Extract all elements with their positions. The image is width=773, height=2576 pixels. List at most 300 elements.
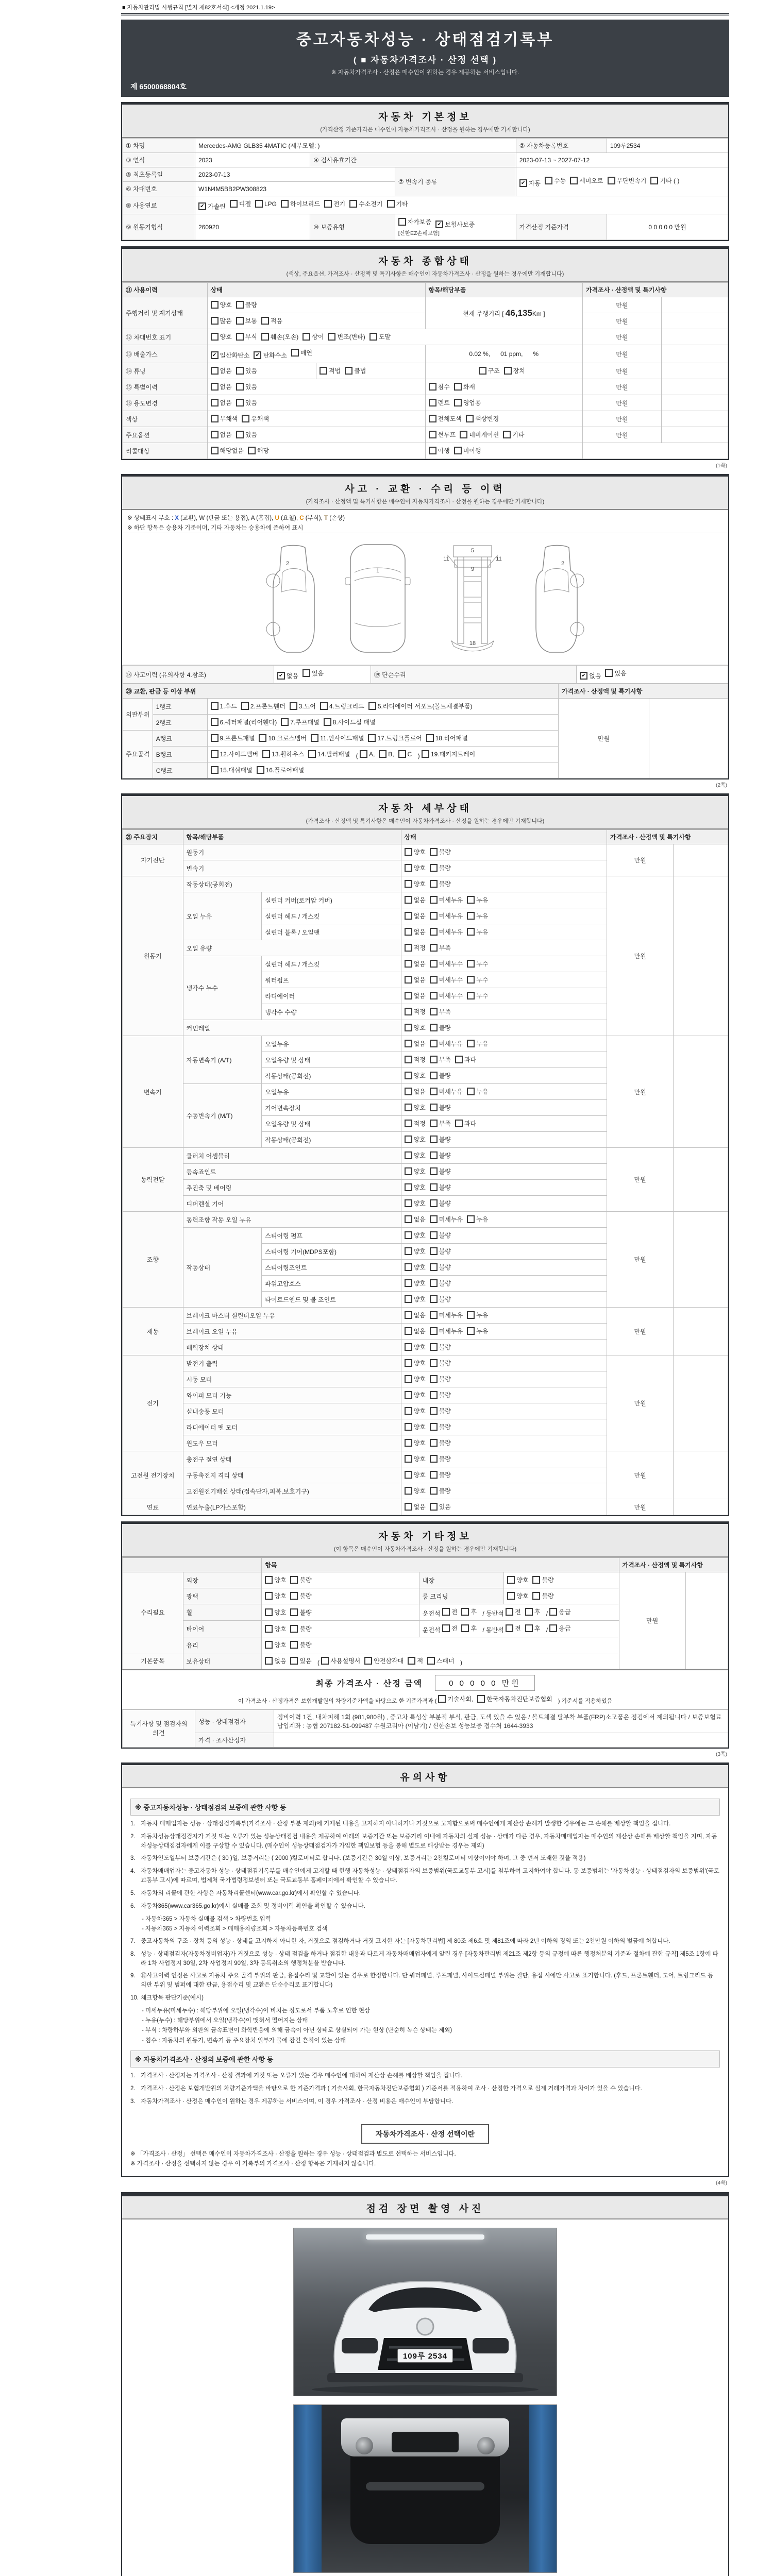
checkbox-empty-icon[interactable] xyxy=(549,1624,557,1632)
checkbox[interactable] xyxy=(405,959,426,968)
checkbox-empty-icon[interactable] xyxy=(405,1120,412,1127)
checkbox[interactable] xyxy=(467,911,488,920)
checkbox-empty-icon[interactable] xyxy=(545,177,552,184)
checkbox-empty-icon[interactable] xyxy=(405,1391,412,1399)
checkbox[interactable] xyxy=(405,1263,426,1272)
checkbox[interactable] xyxy=(405,1470,426,1479)
checkbox-empty-icon[interactable] xyxy=(211,399,219,406)
checkbox[interactable] xyxy=(405,991,426,1000)
checkbox-empty-icon[interactable] xyxy=(405,1136,412,1143)
checkbox-empty-icon[interactable] xyxy=(467,1327,475,1335)
checkbox-empty-icon[interactable] xyxy=(405,1455,412,1463)
checkbox[interactable] xyxy=(379,750,394,758)
checkbox-checked-icon[interactable]: ✔ xyxy=(211,351,219,359)
checkbox[interactable] xyxy=(211,718,277,726)
checkbox[interactable] xyxy=(211,316,232,325)
checkbox-empty-icon[interactable] xyxy=(507,1576,515,1584)
checkbox-empty-icon[interactable] xyxy=(405,1072,412,1079)
checkbox-empty-icon[interactable] xyxy=(290,1608,298,1616)
checkbox[interactable] xyxy=(236,382,257,391)
checkbox[interactable] xyxy=(281,199,320,208)
checkbox-empty-icon[interactable] xyxy=(265,1657,273,1665)
checkbox[interactable] xyxy=(405,1215,426,1224)
checkbox-empty-icon[interactable] xyxy=(290,702,297,710)
checkbox[interactable] xyxy=(324,199,345,208)
checkbox[interactable] xyxy=(430,1263,451,1272)
checkbox[interactable] xyxy=(430,1375,451,1383)
checkbox[interactable] xyxy=(430,1422,451,1431)
checkbox[interactable] xyxy=(430,1406,451,1415)
checkbox[interactable] xyxy=(405,1023,426,1032)
checkbox-empty-icon[interactable] xyxy=(405,976,412,984)
checkbox-empty-icon[interactable] xyxy=(236,301,244,309)
checkbox[interactable] xyxy=(430,927,463,936)
checkbox[interactable] xyxy=(430,1502,451,1511)
checkbox[interactable] xyxy=(290,702,316,710)
checkbox-empty-icon[interactable] xyxy=(290,1576,298,1584)
checkbox[interactable] xyxy=(430,1183,451,1192)
checkbox-empty-icon[interactable] xyxy=(387,200,395,208)
checkbox-empty-icon[interactable] xyxy=(255,200,263,208)
checkbox-empty-icon[interactable] xyxy=(430,1391,438,1399)
checkbox-checked-icon[interactable]: ✔ xyxy=(519,179,527,187)
checkbox-empty-icon[interactable] xyxy=(265,1641,273,1649)
checkbox[interactable] xyxy=(405,1502,426,1511)
checkbox[interactable] xyxy=(429,446,450,455)
checkbox[interactable] xyxy=(405,1311,426,1319)
checkbox[interactable] xyxy=(405,1087,426,1096)
checkbox[interactable] xyxy=(430,1343,451,1351)
checkbox-empty-icon[interactable] xyxy=(290,1641,298,1649)
checkbox-empty-icon[interactable] xyxy=(427,1657,435,1665)
checkbox[interactable] xyxy=(290,1591,311,1600)
checkbox[interactable] xyxy=(259,734,307,742)
checkbox[interactable] xyxy=(467,1087,488,1096)
checkbox[interactable] xyxy=(430,1135,451,1144)
checkbox[interactable] xyxy=(532,1591,553,1600)
checkbox[interactable] xyxy=(236,398,257,407)
checkbox-empty-icon[interactable] xyxy=(281,718,289,726)
checkbox-empty-icon[interactable] xyxy=(308,750,316,758)
checkbox-empty-icon[interactable] xyxy=(429,383,436,391)
checkbox[interactable] xyxy=(430,1119,451,1128)
checkbox-empty-icon[interactable] xyxy=(345,367,352,375)
checkbox-empty-icon[interactable] xyxy=(405,1279,412,1287)
checkbox[interactable] xyxy=(570,176,603,185)
checkbox-empty-icon[interactable] xyxy=(430,912,438,920)
checkbox-empty-icon[interactable] xyxy=(236,431,244,438)
checkbox-empty-icon[interactable] xyxy=(430,1120,438,1127)
checkbox-empty-icon[interactable] xyxy=(211,415,219,422)
checkbox-empty-icon[interactable] xyxy=(430,1183,438,1191)
checkbox-empty-icon[interactable] xyxy=(430,1423,438,1431)
checkbox-empty-icon[interactable] xyxy=(429,399,436,406)
checkbox[interactable] xyxy=(467,959,488,968)
checkbox-empty-icon[interactable] xyxy=(321,1657,329,1665)
checkbox-empty-icon[interactable] xyxy=(405,1247,412,1255)
checkbox-empty-icon[interactable] xyxy=(506,1624,513,1632)
checkbox[interactable] xyxy=(532,1575,553,1584)
checkbox[interactable] xyxy=(405,1279,426,1287)
checkbox-empty-icon[interactable] xyxy=(405,912,412,920)
checkbox-empty-icon[interactable] xyxy=(405,1359,412,1367)
checkbox-empty-icon[interactable] xyxy=(605,669,613,677)
checkbox-empty-icon[interactable] xyxy=(442,1624,450,1632)
checkbox-empty-icon[interactable] xyxy=(405,1423,412,1431)
checkbox-empty-icon[interactable] xyxy=(429,415,436,422)
checkbox[interactable] xyxy=(257,766,305,774)
checkbox-empty-icon[interactable] xyxy=(405,1104,412,1111)
checkbox-empty-icon[interactable] xyxy=(430,1151,438,1159)
checkbox-empty-icon[interactable] xyxy=(405,1295,412,1303)
checkbox-empty-icon[interactable] xyxy=(549,1608,557,1616)
checkbox-empty-icon[interactable] xyxy=(211,447,219,454)
checkbox-empty-icon[interactable] xyxy=(430,1199,438,1207)
checkbox[interactable] xyxy=(430,863,451,872)
checkbox-empty-icon[interactable] xyxy=(430,1263,438,1271)
checkbox[interactable] xyxy=(349,199,382,208)
checkbox-empty-icon[interactable] xyxy=(430,1407,438,1415)
checkbox-empty-icon[interactable] xyxy=(506,1608,513,1616)
checkbox-empty-icon[interactable] xyxy=(405,1024,412,1031)
checkbox-empty-icon[interactable] xyxy=(466,415,474,422)
checkbox[interactable] xyxy=(311,734,364,742)
checkbox-empty-icon[interactable] xyxy=(405,1487,412,1495)
checkbox-empty-icon[interactable] xyxy=(405,1151,412,1159)
checkbox[interactable] xyxy=(430,1007,451,1016)
checkbox[interactable] xyxy=(430,1295,451,1303)
checkbox-empty-icon[interactable] xyxy=(405,1311,412,1319)
checkbox-empty-icon[interactable] xyxy=(257,766,264,774)
checkbox[interactable] xyxy=(398,217,431,226)
checkbox[interactable] xyxy=(430,1071,451,1080)
checkbox[interactable] xyxy=(236,332,257,341)
checkbox[interactable] xyxy=(507,1591,528,1600)
checkbox-empty-icon[interactable] xyxy=(236,383,244,391)
checkbox[interactable] xyxy=(430,895,463,904)
checkbox[interactable] xyxy=(430,1103,451,1112)
checkbox[interactable] xyxy=(265,1591,286,1600)
checkbox[interactable] xyxy=(405,895,426,904)
checkbox-empty-icon[interactable] xyxy=(650,177,658,184)
checkbox[interactable] xyxy=(303,332,324,341)
checkbox[interactable] xyxy=(426,734,468,742)
checkbox-empty-icon[interactable] xyxy=(430,1439,438,1447)
checkbox-empty-icon[interactable] xyxy=(405,928,412,936)
checkbox[interactable] xyxy=(427,1656,455,1665)
checkbox-empty-icon[interactable] xyxy=(461,1608,469,1616)
checkbox-empty-icon[interactable] xyxy=(291,349,299,357)
checkbox[interactable] xyxy=(506,1607,521,1616)
checkbox[interactable] xyxy=(430,1470,451,1479)
checkbox[interactable] xyxy=(430,879,451,888)
checkbox[interactable] xyxy=(429,414,462,423)
checkbox[interactable] xyxy=(580,671,601,680)
checkbox[interactable] xyxy=(405,1454,426,1463)
checkbox-empty-icon[interactable] xyxy=(281,200,289,208)
checkbox[interactable] xyxy=(405,1183,426,1192)
checkbox[interactable] xyxy=(504,366,525,375)
checkbox[interactable] xyxy=(479,366,500,375)
checkbox[interactable] xyxy=(236,316,257,325)
checkbox-checked-icon[interactable]: ✔ xyxy=(198,202,206,210)
checkbox-empty-icon[interactable] xyxy=(467,992,475,999)
checkbox[interactable] xyxy=(281,718,319,726)
checkbox-empty-icon[interactable] xyxy=(430,896,438,904)
checkbox[interactable] xyxy=(430,1438,451,1447)
checkbox-empty-icon[interactable] xyxy=(405,944,412,952)
checkbox[interactable] xyxy=(430,1231,451,1240)
checkbox[interactable] xyxy=(430,943,451,952)
checkbox-empty-icon[interactable] xyxy=(230,200,238,208)
checkbox-empty-icon[interactable] xyxy=(369,333,377,341)
checkbox[interactable] xyxy=(290,1656,311,1665)
checkbox[interactable] xyxy=(321,1656,360,1665)
checkbox-empty-icon[interactable] xyxy=(608,177,615,184)
checkbox[interactable] xyxy=(236,300,257,309)
checkbox-empty-icon[interactable] xyxy=(211,317,219,325)
checkbox[interactable] xyxy=(398,750,412,758)
checkbox-empty-icon[interactable] xyxy=(460,431,467,438)
checkbox-empty-icon[interactable] xyxy=(236,399,244,406)
checkbox-empty-icon[interactable] xyxy=(430,1215,438,1223)
checkbox[interactable] xyxy=(364,1656,404,1665)
checkbox[interactable] xyxy=(405,848,426,856)
checkbox-empty-icon[interactable] xyxy=(430,1503,438,1511)
checkbox[interactable] xyxy=(369,332,391,341)
checkbox-empty-icon[interactable] xyxy=(454,383,462,391)
checkbox-empty-icon[interactable] xyxy=(430,1040,438,1047)
checkbox[interactable] xyxy=(455,1119,476,1128)
checkbox-empty-icon[interactable] xyxy=(211,431,219,438)
checkbox[interactable] xyxy=(430,1215,463,1224)
checkbox-empty-icon[interactable] xyxy=(430,1311,438,1319)
checkbox[interactable] xyxy=(211,446,244,455)
checkbox-empty-icon[interactable] xyxy=(324,200,332,208)
checkbox-empty-icon[interactable] xyxy=(405,1183,412,1191)
checkbox-empty-icon[interactable] xyxy=(430,1487,438,1495)
checkbox[interactable] xyxy=(290,1624,311,1633)
checkbox[interactable] xyxy=(405,1167,426,1176)
checkbox[interactable] xyxy=(360,750,375,758)
checkbox-empty-icon[interactable] xyxy=(261,333,269,341)
checkbox[interactable] xyxy=(248,446,269,455)
checkbox-empty-icon[interactable] xyxy=(405,880,412,888)
checkbox-empty-icon[interactable] xyxy=(532,1592,540,1600)
checkbox-empty-icon[interactable] xyxy=(236,333,244,341)
checkbox-empty-icon[interactable] xyxy=(430,1056,438,1063)
checkbox-empty-icon[interactable] xyxy=(467,1311,475,1319)
checkbox[interactable] xyxy=(211,414,238,423)
checkbox[interactable] xyxy=(211,430,232,439)
checkbox[interactable] xyxy=(211,766,253,774)
checkbox-empty-icon[interactable] xyxy=(303,333,310,341)
checkbox-empty-icon[interactable] xyxy=(265,1625,273,1633)
checkbox-empty-icon[interactable] xyxy=(398,750,406,758)
checkbox[interactable] xyxy=(405,879,426,888)
checkbox[interactable] xyxy=(320,702,364,710)
checkbox-empty-icon[interactable] xyxy=(324,718,331,726)
checkbox[interactable] xyxy=(405,1247,426,1256)
checkbox[interactable] xyxy=(430,1199,451,1208)
checkbox-empty-icon[interactable] xyxy=(259,734,266,742)
checkbox[interactable] xyxy=(442,1607,458,1616)
checkbox-empty-icon[interactable] xyxy=(405,960,412,968)
checkbox-empty-icon[interactable] xyxy=(405,1503,412,1511)
checkbox-empty-icon[interactable] xyxy=(525,1624,533,1632)
checkbox-empty-icon[interactable] xyxy=(211,750,219,758)
checkbox-empty-icon[interactable] xyxy=(430,1471,438,1479)
checkbox[interactable] xyxy=(507,1575,528,1584)
checkbox-empty-icon[interactable] xyxy=(430,1024,438,1031)
checkbox[interactable] xyxy=(405,911,426,920)
checkbox[interactable] xyxy=(405,1135,426,1144)
checkbox[interactable] xyxy=(454,382,475,391)
checkbox-empty-icon[interactable] xyxy=(211,766,219,774)
checkbox-empty-icon[interactable] xyxy=(211,718,219,726)
checkbox-empty-icon[interactable] xyxy=(430,960,438,968)
checkbox[interactable] xyxy=(519,179,541,188)
checkbox[interactable] xyxy=(525,1624,541,1633)
checkbox-checked-icon[interactable]: ✔ xyxy=(254,351,261,359)
checkbox[interactable] xyxy=(442,1624,458,1633)
checkbox-empty-icon[interactable] xyxy=(467,896,475,904)
checkbox[interactable] xyxy=(430,1486,451,1495)
checkbox[interactable] xyxy=(525,1607,541,1616)
checkbox-empty-icon[interactable] xyxy=(290,1592,298,1600)
checkbox-empty-icon[interactable] xyxy=(405,1231,412,1239)
checkbox[interactable] xyxy=(387,199,408,208)
checkbox-empty-icon[interactable] xyxy=(430,1279,438,1287)
checkbox[interactable] xyxy=(277,671,298,680)
checkbox[interactable] xyxy=(211,382,232,391)
checkbox[interactable] xyxy=(405,975,426,984)
checkbox-empty-icon[interactable] xyxy=(211,367,219,375)
checkbox-empty-icon[interactable] xyxy=(430,1295,438,1303)
checkbox[interactable] xyxy=(430,1151,451,1160)
checkbox[interactable] xyxy=(467,975,488,984)
checkbox-empty-icon[interactable] xyxy=(405,1056,412,1063)
checkbox-empty-icon[interactable] xyxy=(477,1695,485,1703)
checkbox[interactable] xyxy=(405,1055,426,1064)
checkbox[interactable] xyxy=(261,332,298,341)
checkbox[interactable] xyxy=(211,366,232,375)
checkbox[interactable] xyxy=(405,1231,426,1240)
checkbox[interactable] xyxy=(430,848,451,856)
checkbox[interactable] xyxy=(405,927,426,936)
checkbox[interactable] xyxy=(430,1391,451,1399)
checkbox-empty-icon[interactable] xyxy=(241,702,249,710)
checkbox[interactable] xyxy=(466,414,499,423)
checkbox-empty-icon[interactable] xyxy=(405,848,412,856)
checkbox[interactable] xyxy=(405,1486,426,1495)
checkbox[interactable] xyxy=(405,1039,426,1048)
checkbox[interactable] xyxy=(430,911,463,920)
checkbox-empty-icon[interactable] xyxy=(430,864,438,872)
checkbox-empty-icon[interactable] xyxy=(405,896,412,904)
checkbox-empty-icon[interactable] xyxy=(405,1040,412,1047)
checkbox[interactable] xyxy=(430,1023,451,1032)
checkbox-empty-icon[interactable] xyxy=(265,1608,273,1616)
checkbox[interactable] xyxy=(405,1103,426,1112)
checkbox[interactable] xyxy=(405,1359,426,1367)
checkbox[interactable] xyxy=(477,1694,552,1703)
checkbox-empty-icon[interactable] xyxy=(454,399,462,406)
checkbox-empty-icon[interactable] xyxy=(303,669,310,677)
checkbox[interactable] xyxy=(405,1007,426,1016)
checkbox-empty-icon[interactable] xyxy=(290,1625,298,1633)
checkbox-empty-icon[interactable] xyxy=(430,1136,438,1143)
checkbox[interactable] xyxy=(308,750,350,758)
checkbox-empty-icon[interactable] xyxy=(430,1359,438,1367)
checkbox-empty-icon[interactable] xyxy=(430,1455,438,1463)
checkbox[interactable] xyxy=(405,1422,426,1431)
checkbox[interactable] xyxy=(430,1039,463,1048)
checkbox[interactable] xyxy=(454,398,481,407)
checkbox[interactable] xyxy=(430,1167,451,1176)
checkbox[interactable] xyxy=(265,1624,286,1633)
checkbox[interactable] xyxy=(242,414,269,423)
checkbox[interactable] xyxy=(549,1607,570,1616)
checkbox[interactable] xyxy=(429,382,450,391)
checkbox[interactable] xyxy=(198,202,226,211)
checkbox[interactable] xyxy=(549,1624,570,1633)
checkbox-empty-icon[interactable] xyxy=(405,1407,412,1415)
checkbox[interactable] xyxy=(265,1608,286,1617)
checkbox-empty-icon[interactable] xyxy=(430,1088,438,1095)
checkbox-empty-icon[interactable] xyxy=(368,734,376,742)
checkbox-empty-icon[interactable] xyxy=(454,447,462,454)
checkbox-empty-icon[interactable] xyxy=(430,944,438,952)
checkbox-empty-icon[interactable] xyxy=(405,1263,412,1271)
checkbox[interactable] xyxy=(405,1199,426,1208)
checkbox[interactable] xyxy=(405,1295,426,1303)
checkbox[interactable] xyxy=(455,1055,476,1064)
checkbox-empty-icon[interactable] xyxy=(467,1040,475,1047)
checkbox[interactable] xyxy=(429,430,456,439)
checkbox-empty-icon[interactable] xyxy=(261,317,269,325)
checkbox[interactable] xyxy=(430,1311,463,1319)
checkbox-empty-icon[interactable] xyxy=(503,431,511,438)
checkbox-empty-icon[interactable] xyxy=(408,1657,415,1665)
checkbox[interactable] xyxy=(430,1087,463,1096)
checkbox-empty-icon[interactable] xyxy=(430,880,438,888)
checkbox-empty-icon[interactable] xyxy=(430,1327,438,1335)
checkbox-empty-icon[interactable] xyxy=(405,1215,412,1223)
checkbox-empty-icon[interactable] xyxy=(430,928,438,936)
checkbox-empty-icon[interactable] xyxy=(504,367,512,375)
checkbox[interactable] xyxy=(430,1454,451,1463)
checkbox-empty-icon[interactable] xyxy=(211,383,219,391)
checkbox[interactable] xyxy=(405,1406,426,1415)
checkbox[interactable] xyxy=(290,1640,311,1649)
checkbox-empty-icon[interactable] xyxy=(405,1167,412,1175)
checkbox[interactable] xyxy=(230,199,251,208)
checkbox[interactable] xyxy=(405,1343,426,1351)
checkbox-empty-icon[interactable] xyxy=(430,1072,438,1079)
checkbox[interactable] xyxy=(255,200,277,208)
checkbox[interactable] xyxy=(467,927,488,936)
checkbox-empty-icon[interactable] xyxy=(426,734,434,742)
checkbox-empty-icon[interactable] xyxy=(211,734,219,742)
checkbox[interactable] xyxy=(211,300,232,309)
checkbox[interactable] xyxy=(405,1071,426,1080)
checkbox[interactable] xyxy=(461,1624,477,1633)
checkbox-empty-icon[interactable] xyxy=(438,1695,446,1703)
checkbox[interactable] xyxy=(503,430,524,439)
checkbox-checked-icon[interactable]: ✔ xyxy=(277,672,285,680)
checkbox-empty-icon[interactable] xyxy=(364,1657,372,1665)
